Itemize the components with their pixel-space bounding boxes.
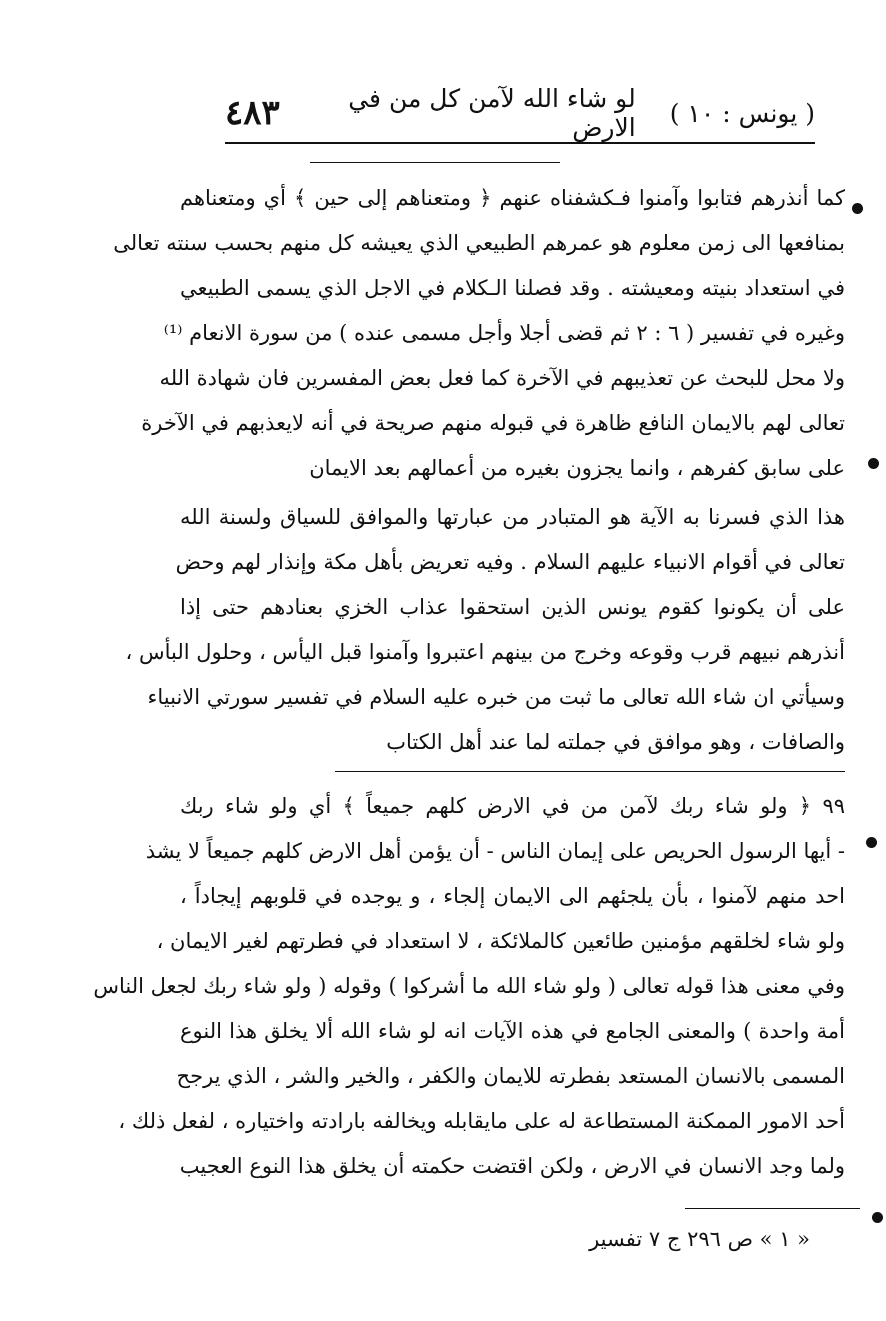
margin-dot	[868, 458, 879, 469]
verse-title: لو شاء الله لآمن كل من في الارض	[348, 84, 636, 142]
footnote: « ١ » ص ٢٩٦ ج ٧ تفسير	[589, 1227, 810, 1251]
paragraph-2	[125, 495, 845, 765]
text-line: ٩٩ ﴿ ولو شاء ربك لآمن من في الارض كلهم جميعاً ﴾ أي ولو شاء ربك	[180, 794, 845, 818]
text-line: بمنافعها الى زمن معلوم هو عمرهم الطبيعي الذي يعيشه كل منهم بحسب سنته تعالى	[113, 231, 845, 255]
text-line: تعالى في أقوام الانبياء عليهم السلام . وفيه تعريض بأهل مكة وإنذار لهم وحض	[175, 550, 845, 574]
header-underline	[310, 162, 560, 163]
text-line: أنذرهم نبيهم قرب وقوعه وخرج من بينهم اعتبروا وآمنوا قبل اليأس ، وحلول البأس ،	[125, 640, 845, 664]
text-line: احد منهم لآمنوا ، بأن يلجئهم الى الايمان إلجاء ، و يوجده في قلوبهم إيجاداً ،	[180, 884, 845, 908]
section-divider	[335, 771, 845, 772]
text-line: ولا محل للبحث عن تعذيبهم في الآخرة كما فعل بعض المفسرين فان شهادة الله	[159, 366, 845, 390]
margin-dot	[852, 203, 863, 214]
text-line: في استعداد بنيته ومعيشته . وقد فصلنا الـكلام في الاجل الذي يسمى الطبيعي	[180, 276, 845, 300]
text-line: وسيأتي ان شاء الله تعالى ما ثبت من خبره عليه السلام في تفسير سورتي الانبياء	[147, 685, 845, 709]
margin-dot	[872, 1212, 883, 1223]
text-line: على سابق كفرهم ، وانما يجزون بغيره من أعمالهم بعد الايمان	[309, 456, 845, 480]
paragraph-1	[113, 176, 845, 491]
sura-reference: ( يونس : ١٠ )	[669, 98, 815, 128]
footnote-rule	[685, 1208, 860, 1209]
text-line: أمة واحدة ) والمعنى الجامع في هذه الآيات انه لو شاء الله ألا يخلق هذا النوع	[180, 1019, 845, 1043]
text-line: ولما وجد الانسان في الارض ، ولكن اقتضت حكمته أن يخلق هذا النوع العجيب	[179, 1154, 845, 1178]
text-line: هذا الذي فسرنا به الآية هو المتبادر من عبارتها والموافق للسياق ولسنة الله	[180, 505, 845, 529]
text-line: - أيها الرسول الحريص على إيمان الناس - أن يؤمن أهل الارض كلهم جميعاً لا يشذ	[145, 839, 845, 863]
page-number: ٤٨٣	[225, 93, 280, 133]
text-line: أحد الامور الممكنة المستطاعة له على مايقابله ويخالفه بارادته واختياره ، لفعل ذلك ،	[118, 1109, 845, 1133]
text-line: وفي معنى هذا قوله تعالى ( ولو شاء الله ما أشركوا ) وقوله ( ولو شاء ربك لجعل الناس	[93, 974, 845, 998]
text-line: المسمى بالانسان المستعد بفطرته للايمان والكفر ، والخير والشر ، الذي يرجح	[176, 1064, 845, 1088]
text-line: كما أنذرهم فتابوا وآمنوا فـكشفناه عنهم ﴿ ومتعناهم إلى حين ﴾ أي ومتعناهم	[180, 186, 845, 210]
margin-dot	[866, 837, 877, 848]
paragraph-3	[93, 784, 845, 1189]
header-rule	[225, 142, 815, 144]
text-line: تعالى لهم بالايمان النافع ظاهرة في قبوله منهم صريحة في أنه لايعذبهم في الآخرة	[141, 411, 845, 435]
text-line: على أن يكونوا كقوم يونس الذين استحقوا عذاب الخزي بعنادهم حتى إذا	[180, 595, 845, 619]
text-line: وغيره في تفسير ( ٦ : ٢ ثم قضى أجلا وأجل مسمى عنده ) من سورة الانعام ⁽¹⁾	[163, 321, 845, 345]
text-line: والصافات ، وهو موافق في جملته لما عند أهل الكتاب	[386, 730, 845, 754]
text-line: ولو شاء لخلقهم مؤمنين طائعين كالملائكة ، لا استعداد في فطرتهم لغير الايمان ،	[156, 929, 845, 953]
page-header	[225, 84, 815, 142]
